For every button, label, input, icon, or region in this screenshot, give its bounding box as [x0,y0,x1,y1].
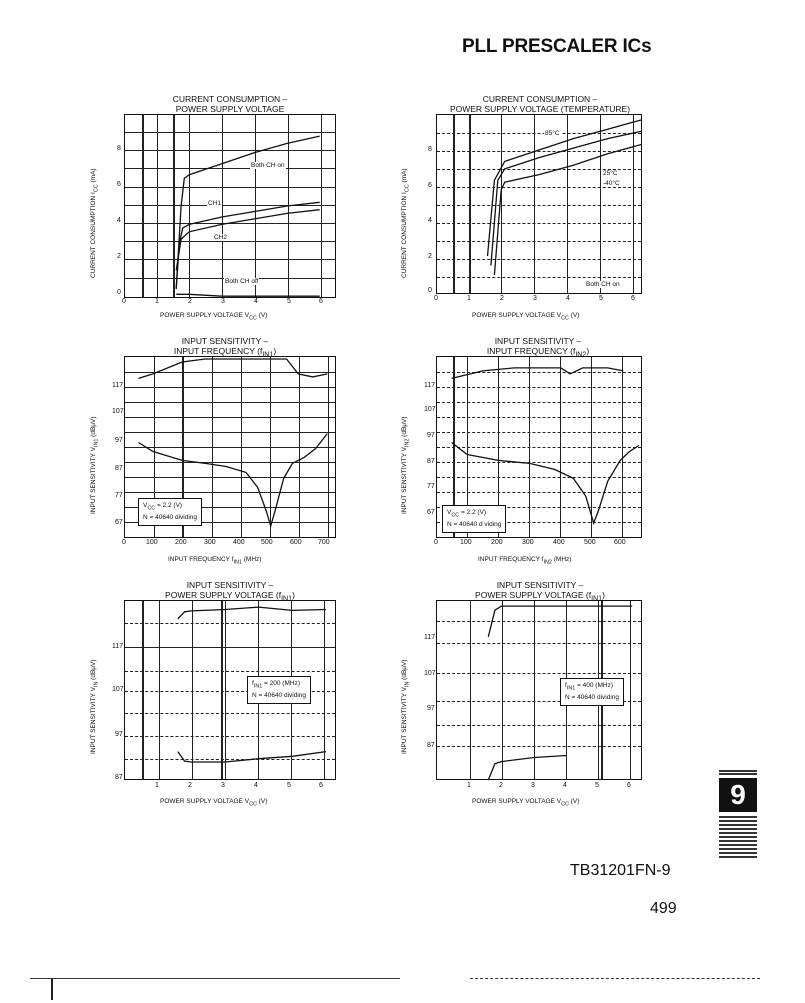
y-tick: 77 [115,492,123,499]
x-tick: 500 [261,539,273,546]
y-tick: 0 [117,289,121,296]
annotation-ch1: CH1 [208,200,222,207]
x-tick: 3 [221,782,225,789]
y-axis-label: CURRENT CONSUMPTION $I_{CC}$ (mA) [90,168,100,278]
x-tick: 1 [467,782,471,789]
x-tick: 1 [155,298,159,305]
y-tick: 117 [112,643,124,650]
x-tick: 0 [122,539,126,546]
x-tick: 100 [146,539,158,546]
x-tick: 600 [614,539,626,546]
x-tick: 2 [499,782,503,789]
x-tick: 3 [221,298,225,305]
y-tick: 67 [427,509,435,516]
chart4-series-upper [452,368,624,379]
y-tick: 107 [112,686,124,693]
y-tick: 4 [428,217,432,224]
conditions-box: $V_{CC} = 2.2$ (V) N = 40640 d viding [442,505,506,533]
chart6-series-lower [488,756,567,781]
x-axis-label: POWER SUPPLY VOLTAGE $V_{CC}$ (V) [472,798,580,808]
chart-title-line1: INPUT SENSITIVITY – [494,336,582,346]
chart-title-line2: POWER SUPPLY VOLTAGE $(f_{IN1})$ [165,590,295,603]
x-tick: 5 [287,782,291,789]
y-tick: 107 [424,670,436,677]
footer-rule-dashed [470,978,760,979]
x-tick: 3 [531,782,535,789]
y-tick: 117 [424,382,436,389]
x-tick: 100 [460,539,472,546]
y-tick: 2 [428,253,432,260]
annotation-both-ch-off: Both CH off [225,278,259,285]
conditions-box: $V_{CC} = 2.2$ (V) N = 40640 dividing [138,498,202,526]
annotation-85c: 85°C [545,130,560,137]
crop-mark [51,978,53,1000]
x-tick: 6 [627,782,631,789]
y-axis-label: CURRENT CONSUMPTION $I_{CC}$ (mA) [401,168,411,278]
y-tick: 117 [424,634,436,641]
y-tick: 97 [427,705,435,712]
y-tick: 107 [424,406,436,413]
x-tick: 2 [188,782,192,789]
x-tick: 500 [584,539,596,546]
x-tick: 4 [566,295,570,302]
y-tick: 2 [117,253,121,260]
chart-title-line1: INPUT SENSITIVITY – [496,580,584,590]
x-tick: 0 [434,539,438,546]
annotation-ch2: CH2 [214,234,228,241]
x-tick: 400 [233,539,245,546]
x-axis-label: INPUT FREQUENCY $f_{IN1}$ (MHz) [168,556,262,566]
chart2-series-25-c [491,131,642,266]
x-tick: 6 [631,295,635,302]
chart-title-line2: INPUT FREQUENCY $(f_{IN1})$ [173,346,277,359]
x-axis-label: POWER SUPPLY VOLTAGE $V_{CC}$ (V) [472,312,580,322]
x-axis-label: POWER SUPPLY VOLTAGE $V_{CC}$ (V) [160,798,268,808]
y-axis-label: INPUT SENSITIVITY $V_{IN}$ (dBμV) [401,659,411,754]
chart-title-line2: POWER SUPPLY VOLTAGE [175,104,285,114]
annotation-both-ch-on: Both CH on [251,162,285,169]
section-tab-number: 9 [719,778,757,812]
chart3-series-upper [139,359,328,378]
y-axis-label: INPUT SENSITIVITY $V_{IN2}$ (dBμV) [401,416,411,514]
x-tick: 200 [175,539,187,546]
x-tick: 5 [595,782,599,789]
chart-title-line1: INPUT SENSITIVITY – [186,580,274,590]
x-tick: 6 [319,782,323,789]
x-tick: 1 [155,782,159,789]
y-tick: 97 [427,432,435,439]
x-tick: 2 [188,298,192,305]
y-axis-label: INPUT SENSITIVITY $V_{IN}$ (dBμV) [90,659,100,754]
y-tick: 6 [428,182,432,189]
x-tick: 5 [287,298,291,305]
chart5-series-lower [178,752,326,762]
x-tick: 300 [522,539,534,546]
y-tick: 117 [112,382,124,389]
x-tick: 4 [254,298,258,305]
x-tick: 5 [599,295,603,302]
conditions-box: $f_{IN1} = 400$ (MHz) N = 40640 dividing [560,678,624,706]
chart4-series-lower [452,443,639,524]
x-tick: 200 [491,539,503,546]
y-tick: 87 [427,458,435,465]
page-number: 499 [650,900,677,917]
annotation-minus40c: -40°C [603,180,620,187]
chart3-series-lower [139,434,328,526]
conditions-box: $f_{IN1} = 200$ (MHz) N = 40640 dividing [247,676,311,704]
x-axis-label: POWER SUPPLY VOLTAGE $V_{CC}$ (V) [160,312,268,322]
chart1-series-ch1 [176,202,320,288]
annotation-25c: 25°C [603,170,618,177]
y-tick: 6 [117,181,121,188]
chart-title-line2: POWER SUPPLY VOLTAGE (TEMPERATURE) [449,104,631,114]
chart5-series-upper [178,607,326,619]
x-tick: 3 [533,295,537,302]
x-tick: 0 [434,295,438,302]
y-axis-label: INPUT SENSITIVITY $V_{IN1}$ (dBμV) [90,416,100,514]
chart2-series--40-c [494,144,642,275]
x-tick: 400 [553,539,565,546]
y-tick: 8 [428,146,432,153]
chart-title-line2: INPUT FREQUENCY $(f_{IN2})$ [486,346,590,359]
chart2-series-85-c [488,120,643,256]
x-tick: 0 [122,298,126,305]
x-tick: 4 [563,782,567,789]
y-tick: 77 [427,483,435,490]
chart1-series-ch2 [176,210,320,271]
x-tick: 6 [319,298,323,305]
chart1-series-both-ch-off [176,294,320,296]
annotation-both-ch-on: Both CH on [586,281,620,288]
y-tick: 67 [115,519,123,526]
y-tick: 87 [427,742,435,749]
document-code: TB31201FN-9 [570,862,671,879]
y-tick: 107 [112,408,124,415]
x-tick: 2 [500,295,504,302]
x-tick: 700 [318,539,330,546]
y-tick: 87 [115,774,123,781]
y-tick: 8 [117,145,121,152]
y-tick: 0 [428,287,432,294]
chart-title-line1: INPUT SENSITIVITY – [181,336,269,346]
y-tick: 97 [115,731,123,738]
y-tick: 87 [115,465,123,472]
chart-title-line1: CURRENT CONSUMPTION – [172,94,288,104]
x-tick: 300 [204,539,216,546]
x-axis-label: INPUT FREQUENCY $f_{IN2}$ (MHz) [478,556,572,566]
chart-title-line2: POWER SUPPLY VOLTAGE $(f_{IN1})$ [475,590,605,603]
page-title: PLL PRESCALER ICs [462,36,652,57]
x-tick: 4 [254,782,258,789]
x-tick: 600 [290,539,302,546]
chart-title-line1: CURRENT CONSUMPTION – [482,94,598,104]
section-tab [719,770,757,862]
footer-rule [30,978,400,979]
x-tick: 1 [467,295,471,302]
chart6-series-upper [488,606,632,637]
y-tick: 97 [115,437,123,444]
y-tick: 4 [117,217,121,224]
